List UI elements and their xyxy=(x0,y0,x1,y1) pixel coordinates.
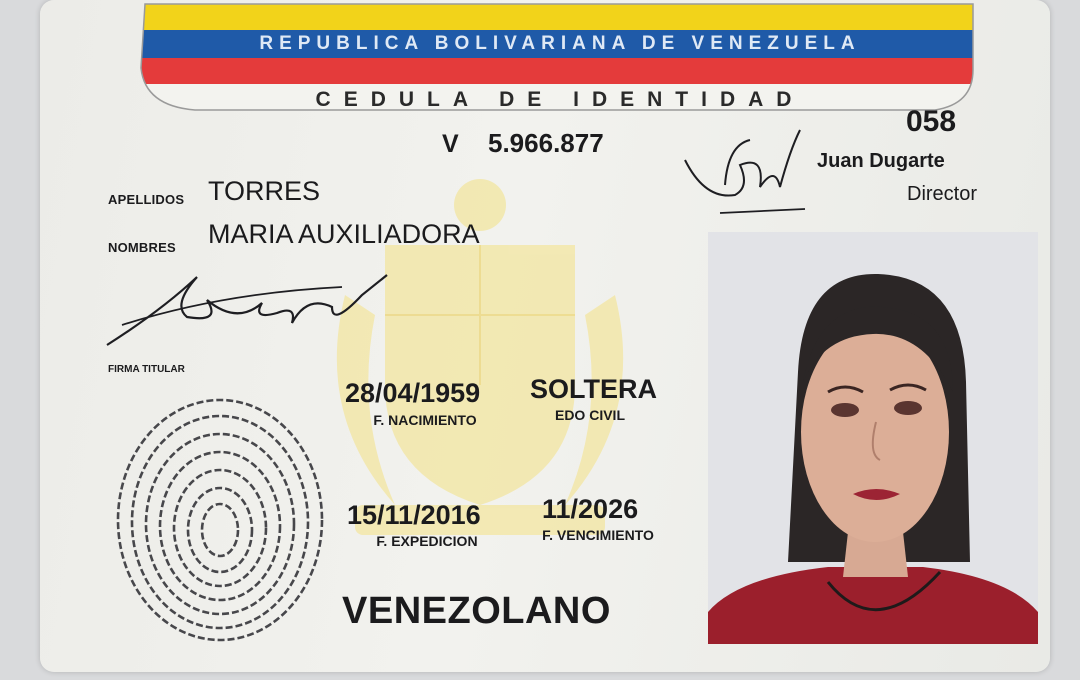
names-value: MARIA AUXILIADORA xyxy=(208,219,480,249)
expiry-date-label: F. VENCIMIENTO xyxy=(542,527,654,543)
fingerprint-icon xyxy=(95,390,345,652)
director-name: Juan Dugarte xyxy=(817,150,945,172)
surname-label: APELLIDOS xyxy=(108,192,185,207)
director-title: Director xyxy=(907,183,978,205)
civil-status: SOLTERA xyxy=(530,374,657,404)
surname-value: TORRES xyxy=(208,176,321,206)
civil-status-label: EDO CIVIL xyxy=(554,407,625,423)
nationality: VENEZOLANO xyxy=(342,590,611,632)
director-signature-icon xyxy=(680,125,810,220)
birth-date: 28/04/1959 xyxy=(345,378,481,408)
id-letter: V xyxy=(442,130,459,158)
issue-date: 15/11/2016 xyxy=(347,500,481,530)
card-code: 058 xyxy=(906,105,957,138)
holder-photo xyxy=(708,232,1038,644)
signature-label: FIRMA TITULAR xyxy=(108,364,185,375)
names-label: NOMBRES xyxy=(108,240,176,255)
issue-date-label: F. EXPEDICION xyxy=(376,533,478,549)
document-type-title: CEDULA DE IDENTIDAD xyxy=(315,88,805,111)
birth-date-label: F. NACIMIENTO xyxy=(373,412,477,428)
id-card xyxy=(40,0,1050,672)
portrait-icon xyxy=(708,232,1038,644)
flag-banner xyxy=(135,0,985,120)
holder-signature-icon xyxy=(102,265,392,355)
id-number: 5.966.877 xyxy=(488,128,604,158)
republic-title: REPUBLICA BOLIVARIANA DE VENEZUELA xyxy=(259,33,861,54)
expiry-date: 11/2026 xyxy=(542,494,639,524)
